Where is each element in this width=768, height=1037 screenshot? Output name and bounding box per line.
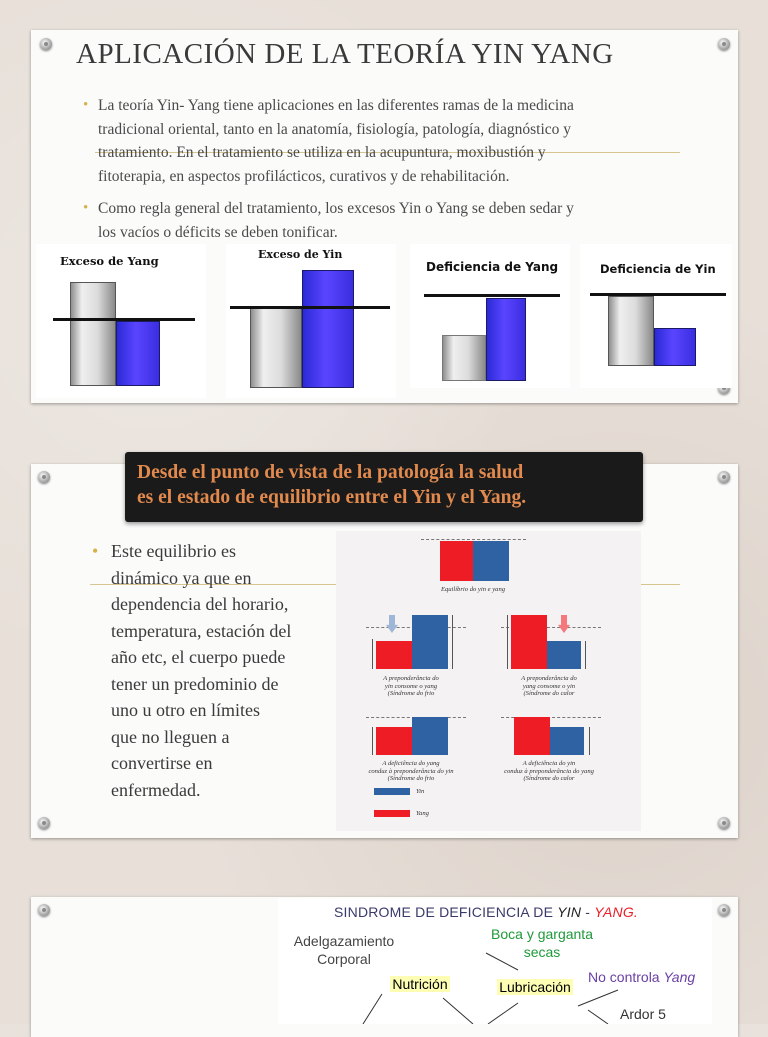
reference-line: [230, 306, 390, 309]
arrow-icon: [372, 639, 373, 669]
caption-line: A deficiência do yin: [522, 760, 576, 767]
caption-line: A preponderância do: [521, 675, 577, 682]
banner-line: es el estado de equilibrio entre el Yin y el Yang.: [137, 487, 527, 508]
arrow-icon: [585, 641, 586, 669]
down-arrow-icon: [386, 615, 398, 633]
caption-line: yang consome o yin: [522, 682, 576, 690]
title-yang: YANG.: [594, 904, 639, 920]
node-text: No controla: [588, 969, 664, 985]
bullet-1: [83, 94, 698, 188]
bullet-icon: •: [83, 200, 89, 216]
caption-line: (Síndrome do frio: [387, 775, 435, 782]
figure-caption: [346, 675, 476, 698]
figure-caption: [484, 675, 614, 698]
slide-1-title: APLICACIÓN DE LA TEORÍA YIN YANG: [76, 38, 614, 70]
yang-bar: [376, 727, 412, 755]
para-line: enfermedad.: [111, 779, 201, 800]
connector-line: [363, 994, 382, 1024]
pushpin-icon: [38, 471, 50, 483]
title-yin: YIN: [557, 904, 582, 920]
title-prefix: SINDROME DE DEFICIENCIA DE: [334, 904, 558, 920]
yin-bar: [412, 615, 448, 669]
blue-bar: [302, 270, 354, 388]
panel-label: Deficiencia de Yang: [426, 260, 559, 274]
gray-bar: [442, 335, 486, 381]
banner: [125, 452, 643, 522]
reference-line: [590, 293, 726, 296]
bullet-1-line: fitoterapia, en aspectos profilácticos, curativos y de rehabilitación.: [98, 167, 510, 185]
legend-swatch-yang: [374, 810, 410, 817]
caption-line: yin consome o yang: [384, 682, 438, 690]
yin-bar: [547, 641, 581, 669]
node-text: Lubricación: [499, 979, 571, 995]
bullet-1-line: La teoría Yin- Yang tiene aplicaciones en las diferentes ramas de la medicina: [98, 97, 574, 114]
yin-bar: [473, 541, 509, 581]
arrow-icon: [452, 615, 453, 669]
node-line: Boca y garganta: [491, 926, 593, 942]
para-line: uno u otro en límites: [111, 700, 260, 720]
node-line: Adelgazamiento: [293, 933, 395, 949]
banner-line: Desde el punto de vista de la patología la salud: [137, 462, 524, 483]
para-line: dependencia del horario,: [111, 594, 289, 614]
caption-line: (Síndrome do calor: [523, 775, 575, 782]
bullet-2: [83, 197, 698, 244]
gray-bar: [70, 282, 116, 386]
panel-deficiencia-yang: [410, 244, 570, 388]
arrow-icon: [507, 615, 508, 669]
yin-yang-balance-figure: [336, 531, 641, 831]
blue-bar: [486, 298, 526, 381]
para-line: año etc, el cuerpo puede: [111, 647, 286, 667]
yin-bar: [412, 717, 448, 755]
node-line: Corporal: [317, 951, 371, 967]
title-sep: -: [581, 904, 595, 920]
blue-bar: [116, 321, 160, 386]
pushpin-icon: [718, 817, 730, 829]
reference-line: [53, 318, 195, 321]
pushpin-icon: [38, 817, 50, 829]
dashed-line: [421, 539, 526, 540]
figure-caption: Equilíbrio do yin e yang: [440, 586, 506, 593]
connector-line: [486, 953, 518, 970]
pushpin-icon: [718, 38, 730, 50]
caption-line: conduz à preponderância do yang: [504, 767, 594, 775]
connector-line: [488, 1003, 518, 1024]
yang-bar: [511, 615, 547, 669]
panel-exceso-yin: [226, 244, 396, 398]
pushpin-icon: [718, 904, 730, 916]
node-text: Nutrición: [392, 976, 448, 992]
connector-line: [578, 990, 618, 1006]
pushpin-icon: [40, 38, 52, 50]
reference-line: [424, 294, 560, 297]
yang-bar: [440, 541, 473, 581]
para-line: que no lleguen a: [111, 726, 230, 747]
bullet-icon: •: [83, 97, 89, 113]
bullet-2-line: los vacíos o déficits se deben tonificar.: [98, 223, 338, 241]
panel-exceso-yang: [36, 244, 206, 398]
para-line: Este equilibrio es: [111, 541, 236, 561]
caption-line: (Síndrome do frio: [387, 690, 435, 697]
figure-caption: [484, 760, 614, 783]
yang-bar: [514, 717, 550, 755]
connector-line: [443, 998, 473, 1024]
gray-bar: [250, 308, 302, 388]
caption-line: conduz à preponderância do yin: [368, 767, 454, 775]
node-text: Ardor 5: [620, 1006, 666, 1022]
figure-caption: [346, 760, 476, 783]
caption-line: A preponderância do: [383, 675, 439, 682]
yang-bar: [376, 641, 412, 669]
arrow-icon: [589, 727, 590, 755]
pushpin-icon: [38, 904, 50, 916]
node-line: secas: [523, 944, 561, 960]
down-arrow-icon: [558, 615, 570, 633]
legend-swatch-yin: [374, 788, 410, 795]
gray-bar: [608, 296, 654, 366]
panel-label: Exceso de Yang: [60, 254, 159, 268]
para-line: dinámico ya que en: [111, 567, 252, 588]
diagram-connectors: [278, 898, 712, 1024]
panel-label: Exceso de Yin: [258, 248, 343, 261]
bullet-2-line: Como regla general del tratamiento, los excesos Yin o Yang se deben sedar y: [98, 200, 574, 217]
caption-line: (Síndrome do calor: [523, 690, 575, 697]
pushpin-icon: [718, 471, 730, 483]
bullet-1-line: tradicional oriental, tanto en la anatomía, fisiología, patología, diagnóstico y: [98, 120, 572, 138]
panel-deficiencia-yin: [580, 244, 732, 388]
legend-label: Yin: [416, 788, 425, 795]
para-line: convertirse en: [111, 753, 213, 773]
blue-bar: [654, 328, 696, 366]
arrow-icon: [372, 727, 373, 755]
panel-label: Deficiencia de Yin: [600, 262, 716, 276]
yin-bar: [550, 727, 584, 755]
node-text-yang: Yang: [663, 969, 696, 985]
caption-line: A deficiência do yang: [382, 760, 440, 767]
connector-line: [588, 1010, 608, 1024]
para-line: temperatura, estación del: [111, 620, 292, 641]
bullet-icon: •: [92, 541, 99, 561]
bullet-1-line: tratamiento. En el tratamiento se utiliza en la acupuntura, moxibustión y: [98, 144, 546, 161]
paragraph: [92, 538, 336, 803]
para-line: tener un predominio de: [111, 673, 279, 694]
legend-label: Yang: [416, 810, 429, 817]
